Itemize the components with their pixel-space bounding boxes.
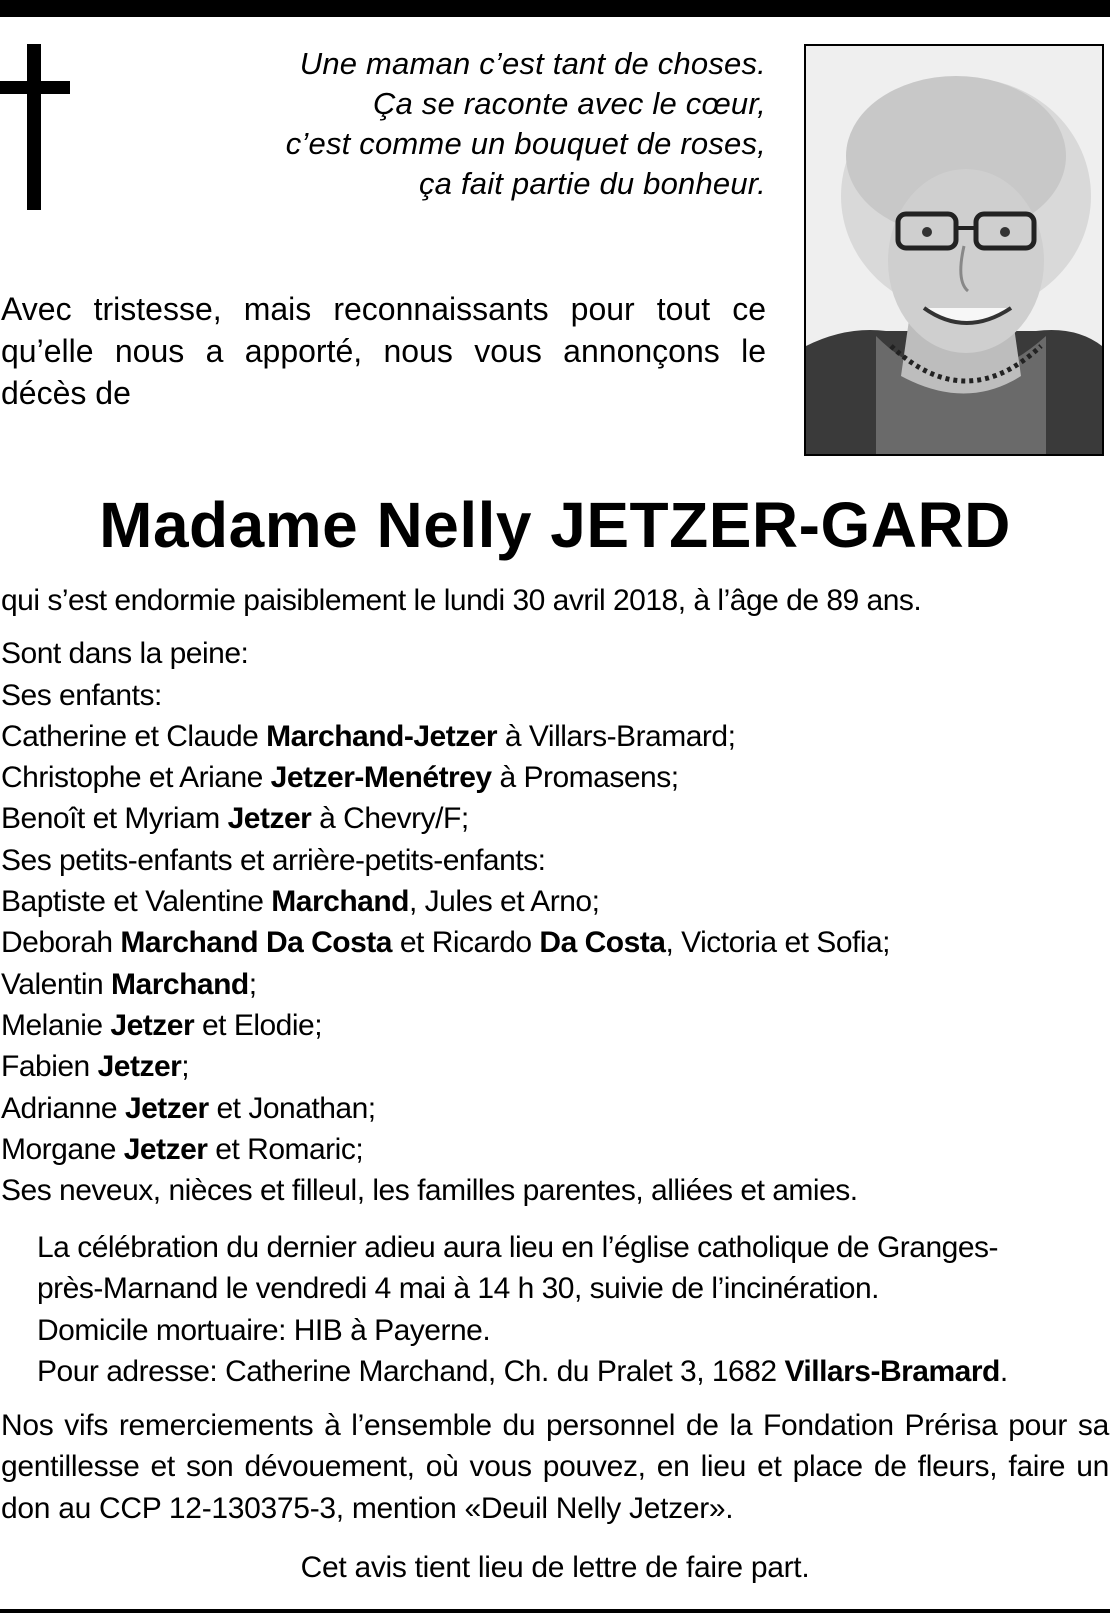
list-item: Morgane Jetzer et Romaric; <box>1 1132 364 1166</box>
ceremony-line: La célébration du dernier adieu aura lieu en l’église catholique de Granges- <box>37 1231 998 1264</box>
address-line: Pour adresse: Catherine Marchand, Ch. du Pralet 3, 1682 Villars-Bramard. <box>37 1354 1008 1388</box>
list-item: Benoît et Myriam Jetzer à Chevry/F; <box>1 802 469 836</box>
deceased-name: Madame Nelly JETZER-GARD <box>99 489 1011 561</box>
extended-family: Ses neveux, nièces et filleul, les familles parentes, alliées et amies. <box>1 1174 858 1208</box>
mourners-section <box>1 580 1106 1211</box>
poem-line: Une maman c’est tant de choses. <box>299 46 766 81</box>
top-rule <box>0 0 1110 17</box>
announcement-intro: Avec tristesse, mais reconnaissants pour tout ce qu’elle nous a apporté, nous vous annonçons le décès de <box>1 291 766 411</box>
grandchildren-heading: Ses petits-enfants et arrière-petits-enfants: <box>1 843 546 877</box>
latin-cross-icon <box>0 44 70 210</box>
portrait-photo <box>804 44 1104 456</box>
bottom-rule <box>0 1609 1110 1613</box>
list-item: Fabien Jetzer; <box>1 1050 190 1084</box>
poem-line: ça fait partie du bonheur. <box>418 166 766 201</box>
poem-line: Ça se raconte avec le cœur, <box>372 86 766 121</box>
list-item: Melanie Jetzer et Elodie; <box>1 1008 323 1042</box>
ceremony-details <box>37 1227 1107 1392</box>
list-item: Baptiste et Valentine Marchand, Jules et Arno; <box>1 885 600 919</box>
mortuary-line: Domicile mortuaire: HIB à Payerne. <box>37 1313 491 1347</box>
ceremony-line: près-Marnand le vendredi 4 mai à 14 h 30, suivie de l’incinération. <box>37 1272 879 1306</box>
list-item: Christophe et Ariane Jetzer-Menétrey à Promasens; <box>1 761 679 795</box>
list-item: Valentin Marchand; <box>1 967 257 1001</box>
closing-note: Cet avis tient lieu de lettre de faire part. <box>300 1551 810 1584</box>
poem-line: c’est comme un bouquet de roses, <box>285 126 766 161</box>
death-statement: qui s’est endormie paisiblement le lundi 30 avril 2018, à l’âge de 89 ans. <box>1 584 922 617</box>
list-item: Adrianne Jetzer et Jonathan; <box>1 1091 376 1125</box>
children-heading: Ses enfants: <box>1 678 162 712</box>
list-item: Catherine et Claude Marchand-Jetzer à Villars-Bramard; <box>1 719 736 753</box>
mourners-heading: Sont dans la peine: <box>1 637 249 671</box>
list-item: Deborah Marchand Da Costa et Ricardo Da Costa, Victoria et Sofia; <box>1 926 891 960</box>
poem <box>286 44 766 204</box>
thanks-paragraph: Nos vifs remerciements à l’ensemble du personnel de la Fondation Prérisa pour sa gentillesse et son dévouement, où vous pouvez, en lieu et place de fleurs, faire un don au CCP 12-130375-3, mention «Deuil Nelly Jetzer». <box>1 1409 1109 1525</box>
